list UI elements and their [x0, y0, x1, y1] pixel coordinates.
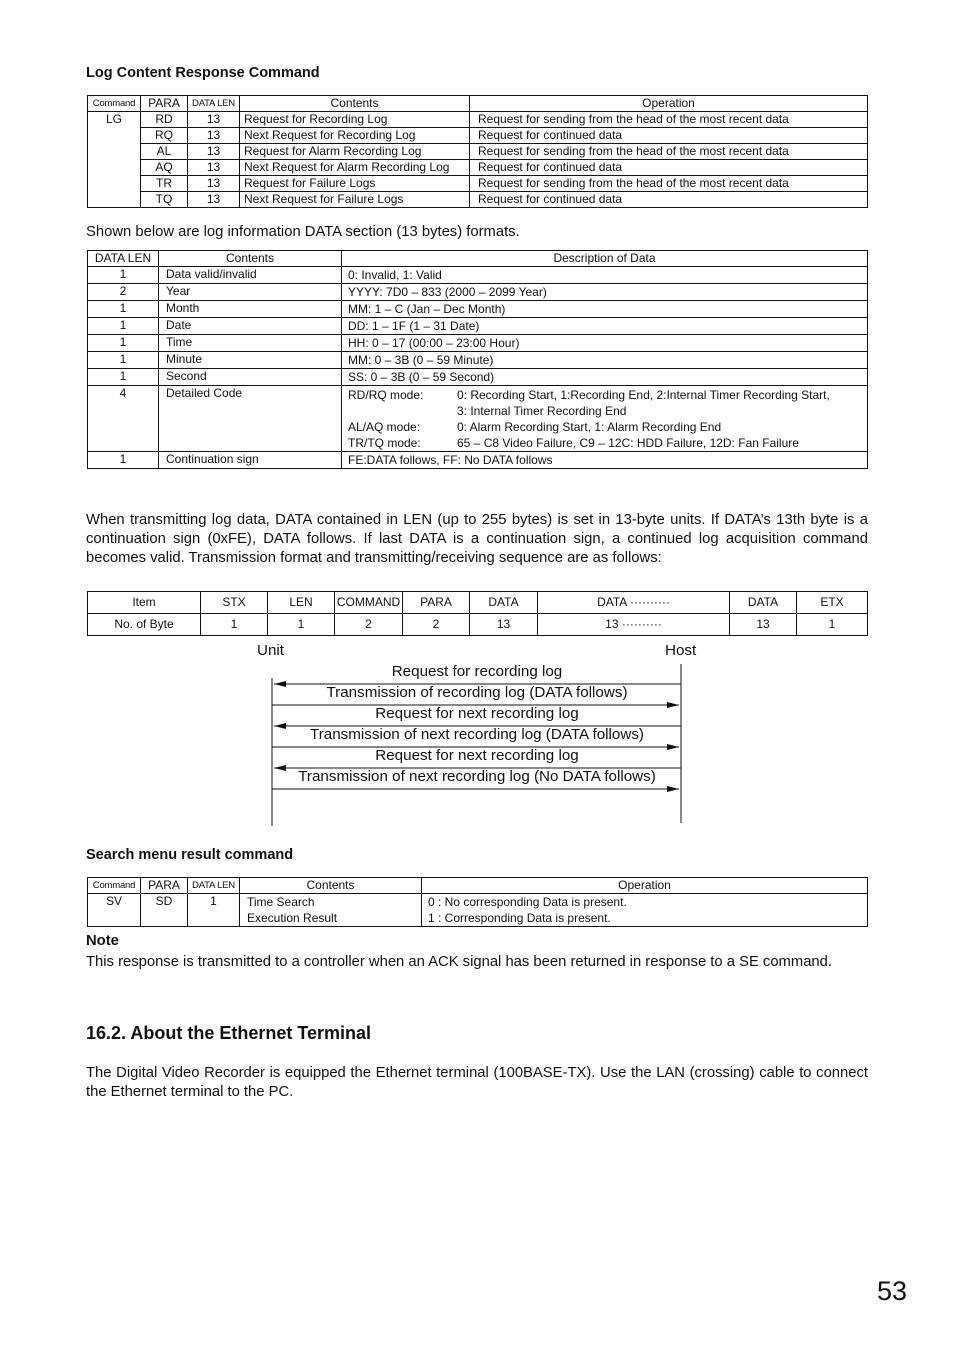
len-cell: 2 — [88, 284, 159, 301]
table-header-row — [88, 878, 868, 894]
note-title: Note — [86, 933, 119, 949]
desc-cell: MM: 1 – C (Jan – Dec Month) — [342, 301, 868, 318]
operation-cell — [422, 894, 868, 927]
table-row — [88, 894, 868, 927]
item-cell: COMMAND — [335, 592, 403, 614]
note-text: This response is transmitted to a controller when an ACK signal has been returned in response to a SE command. — [86, 954, 832, 970]
contents-cell: Date — [159, 318, 342, 335]
contents-cell: Data valid/invalid — [159, 267, 342, 284]
byte-cell: 1 — [201, 614, 268, 636]
unit-label: Unit — [257, 642, 285, 659]
desc-cell: HH: 0 – 17 (00:00 – 23:00 Hour) — [342, 335, 868, 352]
sequence-step-label: Transmission of next recording log (DATA follows) — [310, 726, 644, 743]
sequence-step-label: Transmission of next recording log (No DATA follows) — [298, 768, 656, 785]
header-cell: DATA LEN — [188, 878, 240, 894]
contents-cell: Next Request for Failure Logs — [240, 192, 470, 208]
para-cell: RQ — [141, 128, 188, 144]
header-cell: Contents — [159, 251, 342, 267]
len-cell: 1 — [88, 335, 159, 352]
mode-label: AL/AQ mode: — [348, 420, 421, 434]
len-cell: 13 — [188, 128, 240, 144]
header-cell: Contents — [240, 96, 470, 112]
section-heading: 16.2. About the Ethernet Terminal — [86, 1023, 372, 1043]
item-cell: DATA — [470, 592, 538, 614]
sequence-step-label: Request for recording log — [391, 663, 563, 680]
len-cell: 1 — [88, 352, 159, 369]
contents-cell: Next Request for Alarm Recording Log — [240, 160, 470, 176]
intro-text: Shown below are log information DATA section (13 bytes) formats. — [86, 224, 520, 240]
item-cell: DATA ·········· — [538, 592, 730, 614]
page-number: 53 — [877, 1276, 908, 1306]
operation-cell: Request for continued data — [470, 128, 868, 144]
contents-cell: Next Request for Recording Log — [240, 128, 470, 144]
operation-cell: Request for sending from the head of the most recent data — [470, 176, 868, 192]
len-cell: 13 — [188, 144, 240, 160]
item-cell: PARA — [403, 592, 470, 614]
item-cell: ETX — [797, 592, 868, 614]
header-cell: PARA — [141, 878, 188, 894]
desc-cell: DD: 1 – 1F (1 – 31 Date) — [342, 318, 868, 335]
byte-cell: 13 ·········· — [538, 614, 730, 636]
para-cell: TR — [141, 176, 188, 192]
operation-line: 1 : Corresponding Data is present. — [428, 911, 611, 925]
contents-cell: Month — [159, 301, 342, 318]
len-cell: 4 — [88, 386, 159, 452]
item-cell: DATA — [730, 592, 797, 614]
len-cell: 1 — [88, 301, 159, 318]
sequence-step-label: Transmission of recording log (DATA follows) — [326, 684, 628, 701]
ethernet-paragraph: The Digital Video Recorder is equipped the Ethernet terminal (100BASE-TX). Use the LAN (crossing) cable to connect the Ethernet terminal to the PC. — [86, 1065, 868, 1100]
mode-text: 0: Recording Start, 1:Recording End, 2:Internal Timer Recording Start, — [457, 388, 830, 402]
operation-cell: Request for sending from the head of the most recent data — [470, 112, 868, 128]
header-cell: DATA LEN — [88, 251, 159, 267]
sequence-step-label: Request for next recording log — [375, 705, 579, 722]
sequence-step-label: Request for next recording log — [375, 747, 579, 764]
len-cell: 13 — [188, 192, 240, 208]
len-cell: 1 — [188, 894, 240, 927]
item-cell: STX — [201, 592, 268, 614]
item-cell: Item — [88, 592, 201, 614]
para-cell: RD — [141, 112, 188, 128]
para-cell: AQ — [141, 160, 188, 176]
header-cell: DATA LEN — [188, 96, 240, 112]
para-cell: SD — [141, 894, 188, 927]
len-cell: 1 — [88, 452, 159, 469]
contents-cell: Second — [159, 369, 342, 386]
mode-text: 0: Alarm Recording Start, 1: Alarm Recording End — [457, 420, 722, 434]
header-cell: Command — [88, 96, 141, 112]
mode-label: TR/TQ mode: — [348, 436, 421, 450]
operation-line: 0 : No corresponding Data is present. — [428, 895, 627, 909]
contents-cell: Time — [159, 335, 342, 352]
byte-cell: 2 — [335, 614, 403, 636]
desc-cell: FE:DATA follows, FF: No DATA follows — [342, 452, 868, 469]
contents-cell: Request for Failure Logs — [240, 176, 470, 192]
contents-line: Time Search — [247, 895, 315, 909]
host-label: Host — [665, 642, 697, 659]
item-cell: LEN — [268, 592, 335, 614]
command-cell: SV — [88, 894, 141, 927]
byte-cell: 1 — [268, 614, 335, 636]
operation-cell: Request for continued data — [470, 160, 868, 176]
desc-cell: 0: Invalid, 1: Valid — [342, 267, 868, 284]
byte-cell: No. of Byte — [88, 614, 201, 636]
header-cell: Operation — [470, 96, 868, 112]
header-cell: Description of Data — [342, 251, 868, 267]
transmit-paragraph: When transmitting log data, DATA contained in LEN (up to 255 bytes) is set in 13-byte units. If DATA’s 13th byte is a continuation sign (0xFE), DATA follows. If last DATA is a continuation sign, a continued log acquisition command becomes valid. Transmission format and transmitting/receiving sequence are as follows: — [86, 512, 868, 566]
desc-cell: YYYY: 7D0 – 833 (2000 – 2099 Year) — [342, 284, 868, 301]
command-cell: LG — [88, 112, 141, 208]
header-cell: Command — [88, 878, 141, 894]
len-cell: 1 — [88, 369, 159, 386]
header-cell: Contents — [240, 878, 422, 894]
contents-cell: Request for Recording Log — [240, 112, 470, 128]
desc-cell: SS: 0 – 3B (0 – 59 Second) — [342, 369, 868, 386]
byte-cell: 2 — [403, 614, 470, 636]
byte-cell: 13 — [730, 614, 797, 636]
byte-cell: 13 — [470, 614, 538, 636]
len-cell: 1 — [88, 267, 159, 284]
para-cell: TQ — [141, 192, 188, 208]
byte-cell: 1 — [797, 614, 868, 636]
search-section-title: Search menu result command — [86, 847, 294, 863]
len-cell: 1 — [88, 318, 159, 335]
log-section-title: Log Content Response Command — [86, 65, 320, 81]
header-cell: PARA — [141, 96, 188, 112]
search-command-table — [87, 877, 868, 927]
operation-cell: Request for sending from the head of the most recent data — [470, 144, 868, 160]
mode-text: 3: Internal Timer Recording End — [457, 404, 627, 418]
contents-line: Execution Result — [247, 911, 338, 925]
para-cell: AL — [141, 144, 188, 160]
operation-cell: Request for continued data — [470, 192, 868, 208]
contents-cell: Minute — [159, 352, 342, 369]
contents-cell: Continuation sign — [159, 452, 342, 469]
contents-cell — [240, 894, 422, 927]
len-cell: 13 — [188, 112, 240, 128]
contents-cell: Request for Alarm Recording Log — [240, 144, 470, 160]
contents-cell: Year — [159, 284, 342, 301]
len-cell: 13 — [188, 176, 240, 192]
header-cell: Operation — [422, 878, 868, 894]
mode-text: 65 – C8 Video Failure, C9 – 12C: HDD Failure, 12D: Fan Failure — [457, 436, 799, 450]
desc-cell: MM: 0 – 3B (0 – 59 Minute) — [342, 352, 868, 369]
mode-label: RD/RQ mode: — [348, 388, 424, 402]
len-cell: 13 — [188, 160, 240, 176]
contents-cell: Detailed Code — [159, 386, 342, 452]
